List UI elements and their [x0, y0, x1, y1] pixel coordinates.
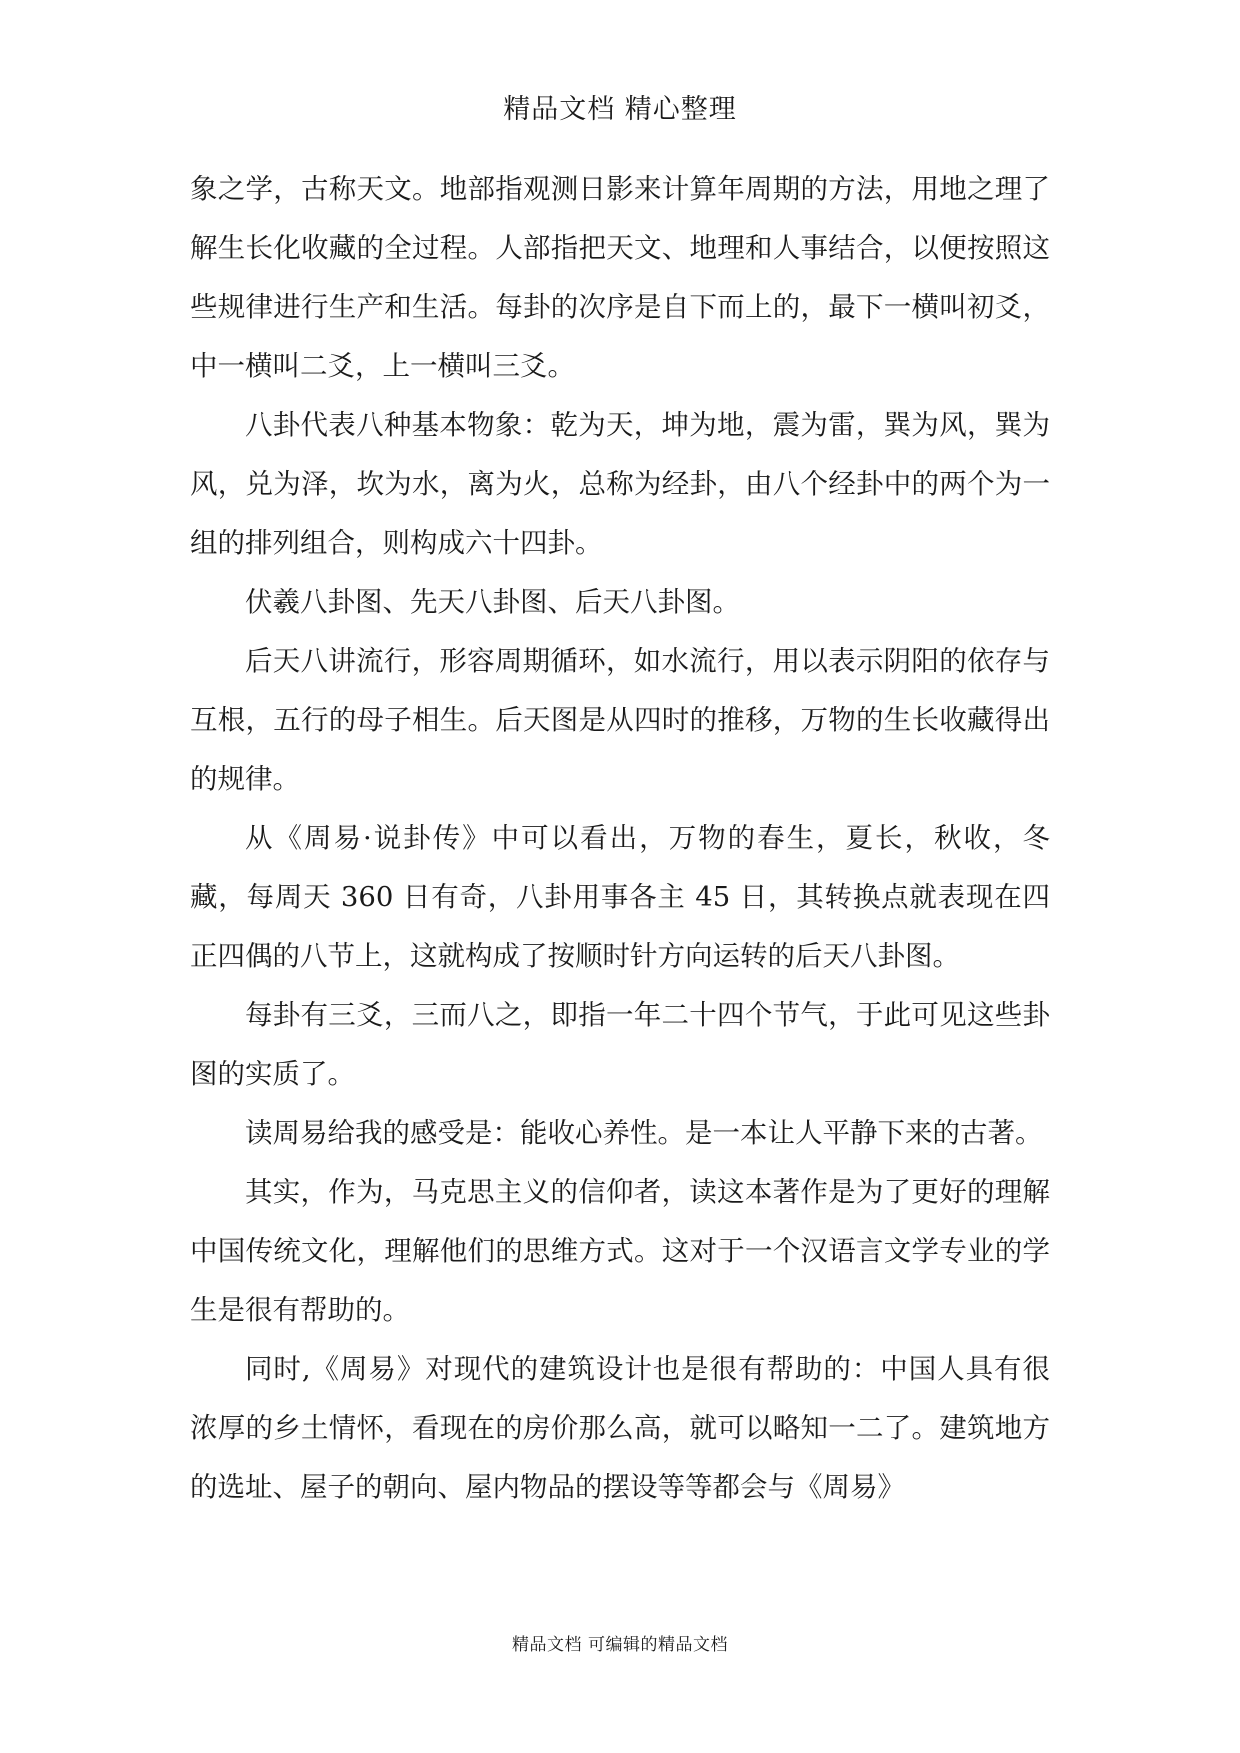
paragraph-eight-trigrams: 八卦代表八种基本物象：乾为天，坤为地，震为雷，巽为风，巽为风，兑为泽，坎为水，离为火，总称为经卦，由八个经卦中的两个为一组的排列组合，则构成六十四卦。: [190, 409, 1050, 559]
paragraph-later-heaven: 后天八讲流行，形容周期循环，如水流行，用以表示阴阳的依存与互根，五行的母子相生。后天图是从四时的推移，万物的生长收藏得出的规律。: [190, 645, 1050, 795]
page-header: 精品文档 精心整理: [503, 94, 737, 125]
paragraph-architecture: 同时,《周易》对现代的建筑设计也是很有帮助的：中国人具有很浓厚的乡土情怀，看现在的房价那么高，就可以略知一二了。建筑地方的选址、屋子的朝向、屋内物品的摆设等等都会与《周易》: [190, 1353, 1050, 1503]
document-body: [190, 160, 1050, 1517]
paragraph-three-lines: 每卦有三爻，三而八之，即指一年二十四个节气，于此可见这些卦图的实质了。: [190, 999, 1050, 1090]
paragraph-shuo-gua-zhuan: 从《周易·说卦传》中可以看出，万物的春生，夏长，秋收，冬藏，每周天 360 日有奇，八卦用事各主 45 日，其转换点就表现在四正四偶的八节上，这就构成了按顺时针方向运转的后天八卦图。: [190, 822, 1050, 972]
paragraph-purpose: 其实，作为，马克思主义的信仰者，读这本著作是为了更好的理解中国传统文化，理解他们的思维方式。这对于一个汉语言文学专业的学生是很有帮助的。: [190, 1176, 1050, 1326]
page-footer: 精品文档 可编辑的精品文档: [512, 1635, 728, 1655]
paragraph-reading-feeling: 读周易给我的感受是：能收心养性。是一本让人平静下来的古著。: [245, 1117, 1043, 1149]
paragraph-continuation: 象之学，古称天文。地部指观测日影来计算年周期的方法，用地之理了解生长化收藏的全过程。人部指把天文、地理和人事结合，以便按照这些规律进行生产和生活。每卦的次序是自下而上的，最下一横叫初爻，中一横叫二爻，上一横叫三爻。: [190, 173, 1050, 382]
paragraph-diagram-names: 伏羲八卦图、先天八卦图、后天八卦图。: [245, 586, 740, 618]
